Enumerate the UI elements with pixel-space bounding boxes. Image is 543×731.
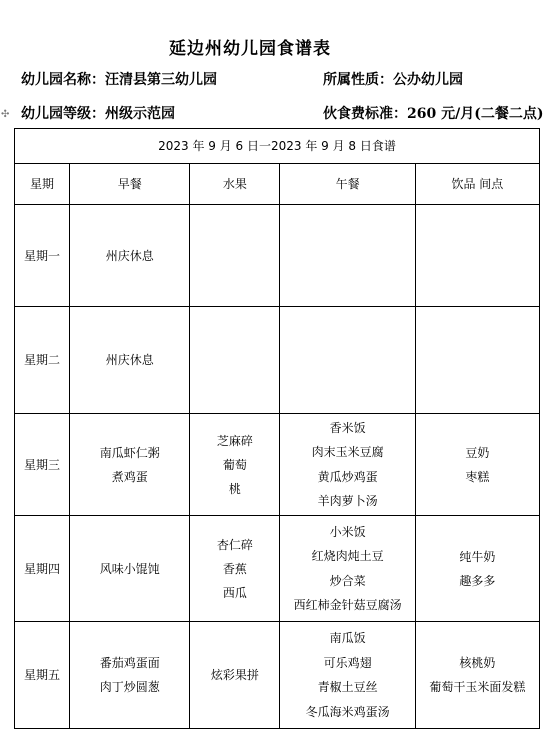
menu-item: 煮鸡蛋 — [111, 469, 148, 484]
drink-cell — [415, 414, 539, 516]
kindergarten-grade: 幼儿园等级：州级示范园 — [21, 106, 175, 122]
breakfast-cell — [70, 516, 190, 622]
table-row — [15, 307, 540, 414]
breakfast-cell — [70, 307, 190, 414]
day-cell: 星期二 — [15, 307, 70, 414]
day-cell: 星期三 — [15, 414, 70, 516]
menu-item: 南瓜饭 — [329, 631, 366, 645]
menu-item: 豆奶 — [465, 445, 490, 460]
menu-item: 桃 — [228, 481, 241, 496]
day-cell: 星期五 — [15, 622, 70, 729]
page-title: 延边州幼儿园食谱表 — [169, 39, 331, 59]
fruit-cell — [190, 414, 280, 516]
fruit-cell — [190, 516, 280, 622]
menu-item: 炫彩果拼 — [210, 668, 259, 682]
menu-item: 肉末玉米豆腐 — [311, 445, 384, 459]
header-drink: 饮品 间点 — [415, 164, 539, 205]
date-range-row — [15, 129, 540, 164]
table-row — [15, 516, 540, 622]
menu-item: 州庆休息 — [105, 353, 154, 367]
drink-cell — [415, 205, 539, 307]
menu-item: 黄瓜炒鸡蛋 — [317, 469, 378, 484]
menu-table — [14, 128, 540, 729]
menu-item: 冬瓜海米鸡蛋汤 — [305, 704, 390, 719]
menu-item: 红烧肉炖土豆 — [311, 549, 384, 563]
table-row — [15, 622, 540, 729]
lunch-cell — [280, 622, 415, 729]
table-row — [15, 414, 540, 516]
header-day: 星期 — [15, 164, 70, 205]
menu-item: 南瓜虾仁粥 — [99, 445, 160, 460]
menu-item: 葡萄干玉米面发糕 — [429, 680, 526, 694]
day-cell: 星期一 — [15, 205, 70, 307]
menu-item: 炒合菜 — [329, 573, 366, 588]
lunch-cell — [280, 414, 415, 516]
menu-item: 西红柿金针菇豆腐汤 — [293, 598, 402, 612]
menu-item: 香米饭 — [329, 420, 366, 435]
menu-item: 葡萄 — [222, 457, 247, 472]
fruit-cell — [190, 307, 280, 414]
drink-cell — [415, 307, 539, 414]
menu-item: 香蕉 — [222, 561, 247, 576]
menu-item: 风味小馄饨 — [99, 561, 160, 576]
menu-item: 可乐鸡翅 — [323, 655, 372, 670]
menu-item: 纯牛奶 — [459, 549, 496, 564]
date-range: 2023 年 9 月 6 日一2023 年 9 月 8 日食谱 — [15, 129, 540, 164]
menu-item: 枣糕 — [465, 469, 490, 484]
breakfast-cell — [70, 414, 190, 516]
breakfast-cell — [70, 622, 190, 729]
menu-item: 芝麻碎 — [216, 433, 253, 448]
lunch-cell — [280, 516, 415, 622]
drink-cell — [415, 622, 539, 729]
fruit-cell — [190, 622, 280, 729]
lunch-cell — [280, 307, 415, 414]
day-cell: 星期四 — [15, 516, 70, 622]
menu-item: 番茄鸡蛋面 — [99, 656, 160, 670]
info-row-2 — [21, 103, 543, 123]
fruit-cell — [190, 205, 280, 307]
menu-item: 核桃奶 — [459, 656, 496, 670]
menu-item: 肉丁炒圆葱 — [99, 680, 160, 694]
kindergarten-nature: 所属性质：公办幼儿园 — [323, 72, 463, 88]
menu-item: 青椒土豆丝 — [317, 680, 378, 694]
menu-item: 州庆休息 — [105, 248, 154, 263]
table-move-handle-icon[interactable]: ✣ — [1, 109, 10, 120]
menu-item: 小米饭 — [329, 524, 366, 539]
kindergarten-name: 幼儿园名称：汪清县第三幼儿园 — [21, 72, 217, 88]
menu-item: 西瓜 — [222, 585, 247, 600]
header-row — [15, 164, 540, 205]
header-breakfast: 早餐 — [70, 164, 190, 205]
header-fruit: 水果 — [190, 164, 280, 205]
header-lunch: 午餐 — [280, 164, 415, 205]
breakfast-cell — [70, 205, 190, 307]
table-row — [15, 205, 540, 307]
menu-item: 羊肉萝卜汤 — [317, 494, 378, 508]
menu-item: 杏仁碎 — [216, 537, 253, 552]
info-row-1 — [21, 69, 463, 89]
meal-fee-standard: 伙食费标准：260 元/月(二餐二点) — [323, 106, 543, 122]
lunch-cell — [280, 205, 415, 307]
drink-cell — [415, 516, 539, 622]
menu-item: 趣多多 — [459, 573, 496, 588]
